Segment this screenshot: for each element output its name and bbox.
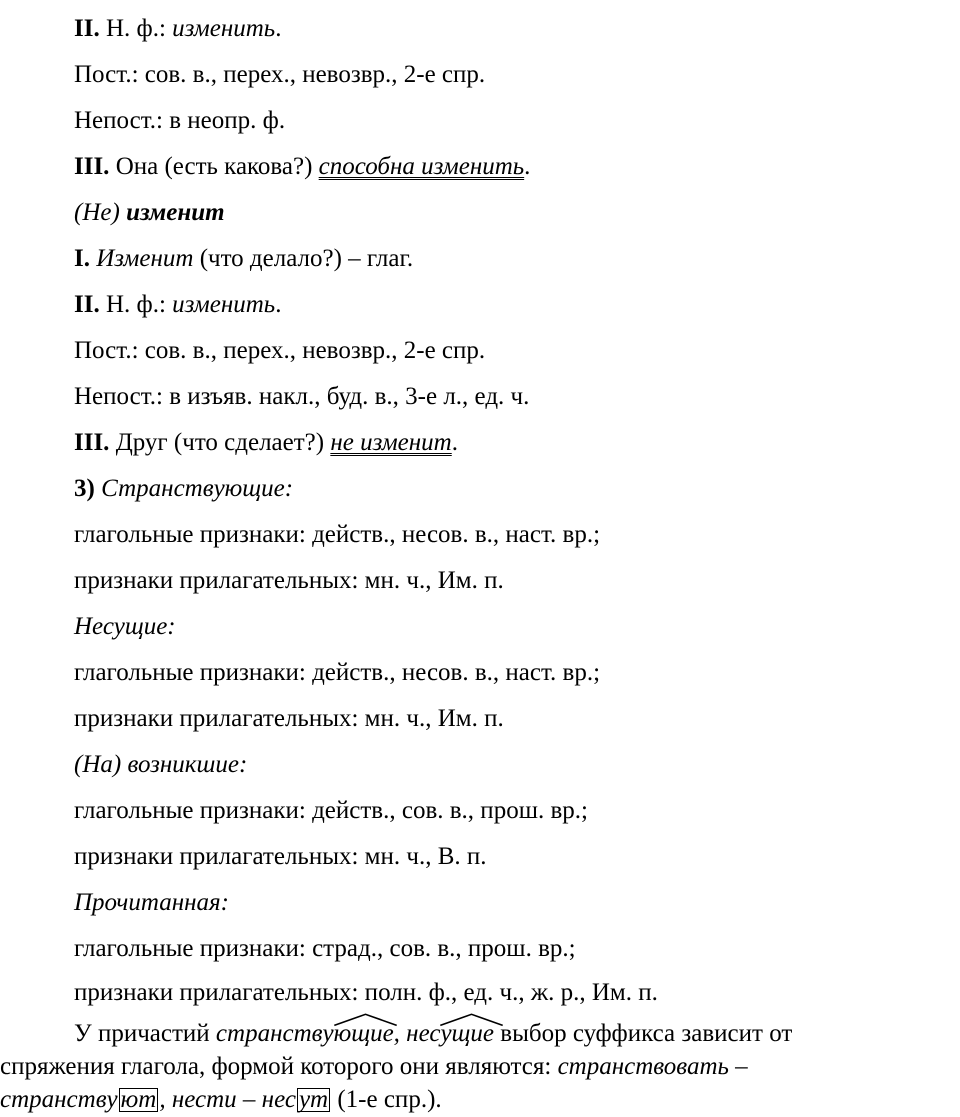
predicate-underline: не изменит [330,429,452,456]
text-line [74,336,485,366]
ending-box: ют [120,1086,157,1113]
text-run: III. [74,429,110,456]
text-run: выбор суффикса зависит от [494,1020,793,1047]
text-line [74,244,413,274]
text-run: (1-е спр.). [331,1086,442,1113]
text-run: изменит [126,199,225,226]
text-run: Несущие: [74,613,176,640]
text-line [74,612,176,642]
text-line [74,842,487,872]
text-run: Друг (что сделает?) [109,429,331,456]
text-run: Странствующие: [101,475,294,502]
text-run: (Не) [74,199,127,226]
paragraph-line [0,1051,958,1083]
text-line [74,14,281,44]
ending-box: ут [298,1086,329,1113]
suffix-arc-icon [439,1013,504,1026]
suffix-mark [334,1018,371,1050]
text-run: II. [74,291,100,318]
text-line [74,382,529,412]
text-run: Изменит [96,245,194,272]
text-run: изменить [172,15,276,42]
text-run: глагольные признаки: страд., сов. в., прош. вр.; [74,935,576,962]
text-run: ие, нес [370,1020,441,1047]
text-line [74,888,229,918]
text-run: странствовать – [557,1053,748,1080]
text-line [74,566,504,596]
text-run: Пост.: сов. в., перех., невозвр., 2-е спр. [74,337,486,364]
suffix-text: ущ [440,1020,471,1047]
text-run: I. [74,245,90,272]
suffix-arc-icon [333,1013,398,1026]
text-line [74,978,658,1008]
text-run: глагольные признаки: действ., сов. в., прош. вр.; [74,797,588,824]
text-run: признаки прилагательных: мн. ч., Им. п. [74,705,504,732]
text-run: признаки прилагательных: мн. ч., Им. п. [74,567,504,594]
text-run: 3) [74,475,95,502]
text-run: Прочитанная: [74,889,229,916]
text-line [74,428,458,458]
text-run: (что делало?) – глаг. [193,245,414,272]
text-run: . [275,15,282,42]
text-line [74,152,530,182]
paragraph-line [0,1018,960,1050]
paragraph-line [0,1084,958,1116]
text-line [74,290,281,320]
text-run: У причастий [74,1020,216,1047]
suffix-mark [440,1018,470,1050]
text-run: Она (есть какова?) [109,153,319,180]
text-run: II. [74,15,100,42]
text-run: странству [0,1086,118,1113]
text-line [74,198,225,228]
text-line [74,520,600,550]
text-run: , нести – нес [159,1086,296,1113]
text-line [74,474,293,504]
text-run: изменить [172,291,276,318]
text-line [74,934,576,964]
text-run: (На) возникшие: [74,751,248,778]
text-line [74,106,285,136]
text-run: ие [470,1020,495,1047]
text-line [74,658,600,688]
text-run: Пост.: сов. в., перех., невозвр., 2-е спр. [74,61,486,88]
predicate-underline: способна изменить [318,153,525,180]
text-run: признаки прилагательных: полн. ф., ед. ч., ж. р., Им. п. [74,979,658,1006]
text-line [74,60,485,90]
text-run: глагольные признаки: действ., несов. в., наст. вр.; [74,521,601,548]
text-line [74,750,247,780]
text-run: Непост.: в изъяв. накл., буд. в., 3-е л., ед. ч. [74,383,530,410]
text-run: странству [215,1020,334,1047]
text-run: глагольные признаки: действ., несов. в., наст. вр.; [74,659,601,686]
text-run: . [275,291,282,318]
text-line [74,796,588,826]
text-run: . [451,429,458,456]
text-line [74,704,504,734]
text-run: спряжения глагола, формой которого они являются: [0,1053,558,1080]
text-run: Непост.: в неопр. ф. [74,107,286,134]
text-run: . [524,153,531,180]
text-run: Н. ф.: [99,291,173,318]
text-run: Н. ф.: [99,15,173,42]
text-run: III. [74,153,110,180]
suffix-text: ющ [333,1020,371,1047]
text-run: признаки прилагательных: мн. ч., В. п. [74,843,487,870]
